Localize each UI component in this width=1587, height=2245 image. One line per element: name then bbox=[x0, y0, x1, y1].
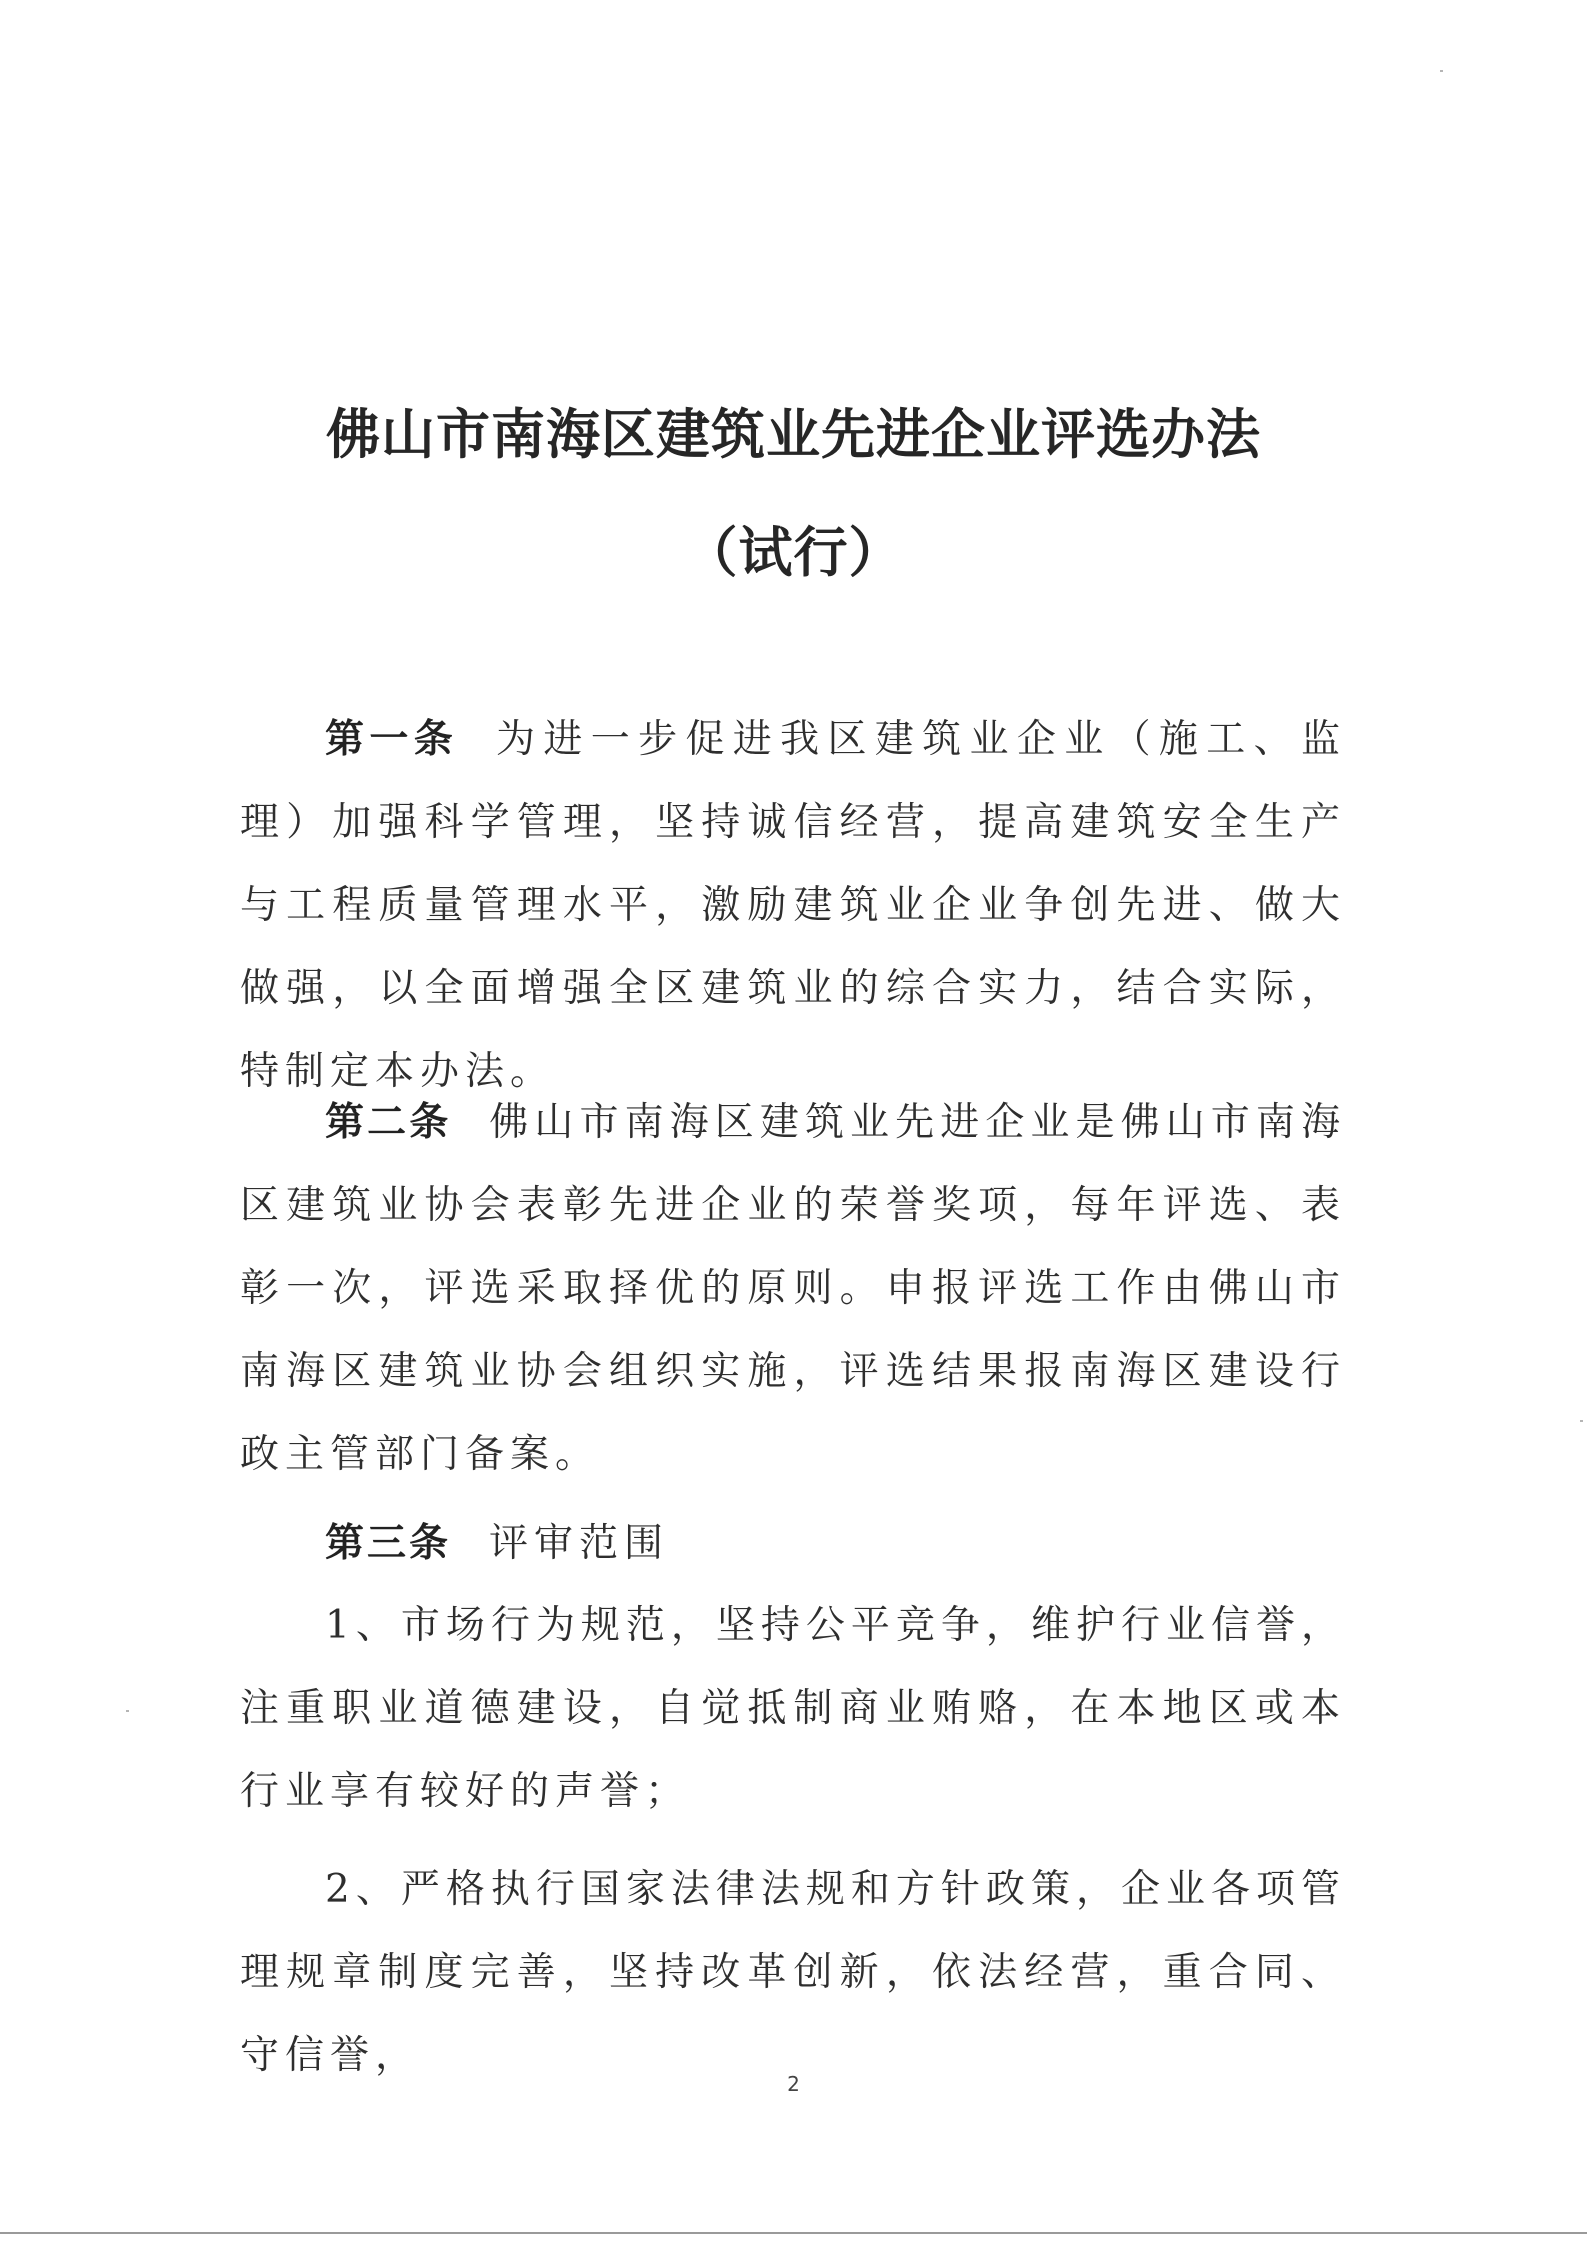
article-text: 评审范围 bbox=[489, 1521, 670, 1566]
document-subtitle: （试行） bbox=[683, 520, 904, 584]
article-text: 佛山市南海区建筑业先进企业是佛山市南海区建筑业协会表彰先进企业的荣誉奖项，每年评选、表彰一次，评选采取择优的原则。申报评选工作由佛山市南海区建筑业协会组织实施，评选结果报南海区建设行政主管部门备案。 bbox=[240, 1100, 1346, 1477]
document-title: 佛山市南海区建筑业先进企业评选办法 bbox=[326, 402, 1261, 466]
scan-speck bbox=[1440, 70, 1443, 72]
article-text: 为进一步促进我区建筑业企业（施工、监理）加强科学管理，坚持诚信经营，提高建筑安全生产与工程质量管理水平，激励建筑业企业争创先进、做大做强，以全面增强全区建筑业的综合实力，结合实际，特制定本办法。 bbox=[240, 717, 1346, 1094]
scan-speck bbox=[126, 1710, 129, 1712]
article-3 bbox=[240, 1502, 1346, 1585]
scan-bottom-edge bbox=[0, 2232, 1587, 2234]
article-2 bbox=[240, 1081, 1346, 1496]
scan-speck bbox=[1580, 1420, 1583, 1422]
list-item bbox=[240, 1584, 1346, 1833]
article-label: 第三条 bbox=[325, 1520, 452, 1566]
list-item-text: 2、严格执行国家法律法规和方针政策，企业各项管理规章制度完善，坚持改革创新，依法经营，重合同、守信誉， bbox=[240, 1867, 1346, 2078]
list-item-text: 1、市场行为规范，坚持公平竞争，维护行业信誉，注重职业道德建设，自觉抵制商业贿赂，在本地区或本行业享有较好的声誉； bbox=[240, 1603, 1346, 1814]
article-label: 第一条 bbox=[325, 716, 459, 762]
list-item bbox=[240, 1848, 1346, 2097]
article-1 bbox=[240, 698, 1346, 1113]
article-label: 第二条 bbox=[325, 1099, 452, 1145]
page-number: 2 bbox=[787, 2072, 800, 2096]
